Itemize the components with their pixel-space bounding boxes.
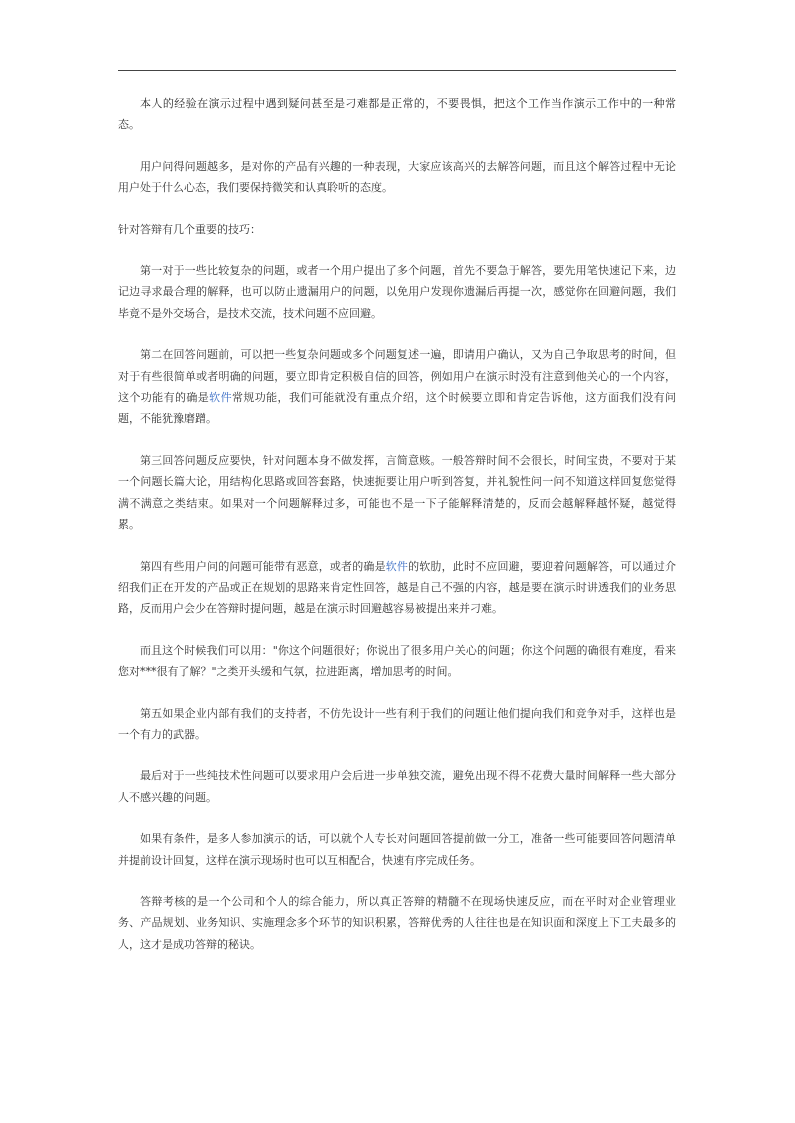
- paragraph-tip-1: 第一对于一些比较复杂的问题，或者一个用户提出了多个问题，首先不要急于解答，要先用笔快速记下来，边记边寻求最合理的解释，也可以防止遗漏用户的问题，以免用户发现你遗漏后再提一次，感觉你在回避问题，我们毕竟不是外交场合，是技术交流，技术问题不应回避。: [118, 264, 676, 320]
- tip-2-text-after: 常规功能，我们可能就没有重点介绍，这个时候要立即和肯定告诉他，这方面我们没有问题，不能犹豫磨蹭。: [118, 391, 677, 426]
- paragraph-tip-2: [118, 344, 676, 430]
- header-rule: [118, 70, 676, 71]
- tip-4-text-after: 的软肋，此时不应回避，要迎着问题解答，可以通过介绍我们正在开发的产品或正在规划的思路来肯定性回答，越是自己不强的内容，越是要在演示时讲透我们的业务思路，反而用户会少在答辩时提问题，越是在演示时回避越容易被提出来并刁难。: [118, 559, 677, 616]
- paragraph-conclusion: 答辩考核的是一个公司和个人的综合能力，所以真正答辩的精髓不在现场快速反应，而在平时对企业管理业务、产品规划、业务知识、实施理念多个环节的知识积累，答辩优秀的人往往也是在知识面和深度上下工夫最多的人，这才是成功答辩的秘诀。: [118, 894, 676, 951]
- paragraph-tip-5: 第五如果企业内部有我们的支持者，不仿先设计一些有利于我们的问题让他们提向我们和竞争对手，这样也是一个有力的武器。: [118, 706, 676, 741]
- tip-2-text-before: 第二在回答问题前，可以把一些复杂问题或多个问题复述一遍，即请用户确认，又为自己争取思考的时间，但对于有些很简单或者明确的问题，要立即肯定积极自信的回答，例如用户在演示时没有注意到他关心的一个内容，这个功能有的确是: [118, 348, 676, 405]
- paragraph-tip-4: [118, 556, 676, 620]
- paragraph-final-tip: 最后对于一些纯技术性问题可以要求用户会后进一步单独交流，避免出现不得不花费大量时间解释一些大部分人不感兴趣的问题。: [118, 769, 676, 804]
- software-link[interactable]: 软件: [209, 391, 232, 405]
- software-link[interactable]: 软件: [385, 559, 409, 573]
- text-clip-region: [118, 93, 677, 951]
- paragraph-team-division: 如果有条件，是多人参加演示的话，可以就个人专长对问题回答提前做一分工，准备一些可能要回答问题清单并提前设计回复，这样在演示现场时也可以互相配合，快速有序完成任务。: [118, 832, 676, 867]
- paragraph-tips-heading: 针对答辩有几个重要的技巧：: [118, 222, 261, 236]
- paragraph-tip-3: 第三回答问题反应要快，针对问题本身不做发挥，言简意赅。一般答辩时间不会很长，时间宝贵，不要对于某一个问题长篇大论，用结构化思路或回答套路，快速扼要让用户听到答复，并礼貌性问一问不知道这样回复您觉得满不满意之类结束。如果对一个问题解释过多，可能也不是一下子能解释清楚的，反而会越解释越怀疑，越觉得累。: [118, 453, 676, 532]
- tip-4-text-before: 第四有些用户问的问题可能带有恶意，或者的确是: [140, 559, 386, 573]
- paragraph-phrases: 而且这个时候我们可以用："你这个问题很好；你说出了很多用户关心的问题；你这个问题的确很有难度，看来您对***很有了解？"之类开头缓和气氛，拉进距离，增加思考的时间。: [118, 643, 676, 679]
- paragraph-questions-interest: 用户问得问题越多，是对你的产品有兴趣的一种表现，大家应该高兴的去解答问题，而且这个解答过程中无论用户处于什么心态，我们要保持微笑和认真聆听的态度。: [118, 159, 676, 195]
- paragraph-intro: 本人的经验在演示过程中遇到疑问甚至是刁难都是正常的，不要畏惧，把这个工作当作演示工作中的一种常态。: [118, 97, 676, 132]
- document-body: [118, 93, 676, 1112]
